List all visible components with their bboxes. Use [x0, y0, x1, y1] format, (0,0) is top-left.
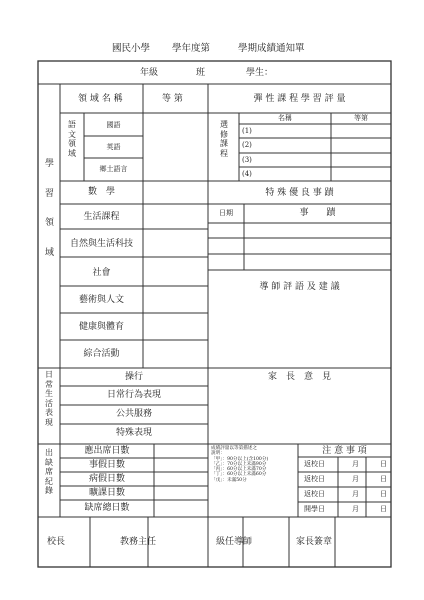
grading-note-line: 「戊」：未滿50分: [211, 477, 247, 483]
attendance-required-days: 應出席日數: [84, 446, 130, 456]
col-domain-name: 領 域 名 稱: [78, 94, 123, 104]
special-performance-label: 特殊表現: [115, 428, 152, 438]
attendance-section-label: 出缺席紀錄: [45, 448, 53, 496]
notice-row-month: 月: [352, 490, 359, 498]
subject-health-pe: 健康與體育: [78, 322, 124, 332]
school-name: 國民小學: [112, 43, 151, 54]
grade-label: 年級: [140, 68, 159, 78]
grading-note-line: 「丁」：60分以上未滿60分: [211, 472, 267, 478]
report-title: 學期成績通知單: [238, 43, 305, 54]
notice-row-label: 返校日: [304, 460, 325, 468]
attendance-sick-leave: 病假日數: [88, 474, 125, 484]
subject-life-curriculum: 生活課程: [83, 212, 120, 222]
public-service-label: 公共服務: [115, 409, 152, 419]
subject-arts: 藝術與人文: [78, 295, 124, 305]
notice-row-label: 返校日: [304, 490, 325, 498]
signature-academic-director: 教務主任: [120, 537, 157, 547]
subject-integrative: 綜合活動: [83, 349, 120, 359]
notice-row-month: 月: [352, 475, 359, 483]
notice-row-label: 返校日: [304, 475, 325, 483]
student-label: 學生：: [246, 68, 274, 78]
signature-principal: 校長: [47, 537, 66, 547]
class-label: 班: [196, 68, 206, 78]
notice-row-month: 月: [352, 505, 359, 513]
signature-parent: 家長簽章: [296, 537, 333, 547]
signature-homeroom-teacher: 級任導師: [216, 537, 253, 547]
conduct-label: 操行: [124, 372, 143, 382]
subject-science: 自然與生活科技: [69, 239, 133, 249]
elective-row-3: (3): [242, 156, 252, 164]
notice-row-label: 開學日: [304, 505, 325, 513]
grading-note-line: 「乙」：70分以上未滿90分: [211, 461, 267, 467]
elective-row-2: (2): [242, 141, 252, 149]
special-deeds-title: 特 殊 優 良 事 蹟: [265, 188, 334, 198]
grading-note-line: 「甲」：90分以上(含100分): [211, 456, 269, 462]
subject-mandarin: 國語: [106, 121, 121, 129]
learning-section-label: 學習領域: [44, 159, 54, 259]
notice-row-month: 月: [352, 460, 359, 468]
daily-behavior-label: 日常行為表現: [106, 390, 161, 400]
subject-social: 社會: [92, 268, 111, 278]
notice-title: 注 意 事 項: [322, 446, 367, 456]
attendance-absent: 曠課日數: [88, 488, 125, 498]
attendance-total-absent: 缺席總日數: [84, 503, 130, 513]
subject-local-language: 鄉土語言: [99, 165, 128, 173]
subject-math: 數 學: [87, 187, 115, 197]
daily-section-label: 日常生活表現: [45, 370, 53, 427]
notice-row-day: 日: [380, 460, 387, 468]
notice-row-day: 日: [380, 475, 387, 483]
col-grade: 等 第: [162, 94, 183, 104]
special-col-event: 事 蹟: [299, 208, 336, 218]
elective-row-1: (1): [242, 127, 252, 135]
grading-note: [211, 446, 296, 483]
grading-note-line: 成績評量以等第描述之: [211, 446, 257, 451]
elective-label: 選修課程: [220, 120, 228, 158]
elective-col-name: 名稱: [278, 114, 292, 122]
subject-english: 英語: [106, 143, 121, 151]
flexible-title: 彈 性 課 程 學 習 評 量: [253, 94, 346, 104]
attendance-personal-leave: 事假日數: [88, 460, 125, 470]
notice-row-day: 日: [380, 505, 387, 513]
teacher-comment-title: 導 師 評 語 及 建 議: [259, 282, 340, 292]
notice-row-day: 日: [380, 490, 387, 498]
grading-note-line: 「丙」：60分以上未滿70分: [211, 467, 267, 473]
school-year: 學年度第: [172, 43, 211, 54]
parent-opinion-title: 家 長 意 見: [267, 372, 331, 382]
grading-note-line: 說明：: [211, 451, 225, 457]
language-group-label: 語文領域: [68, 120, 76, 158]
elective-col-grade: 等第: [354, 114, 368, 122]
elective-row-4: (4): [242, 170, 252, 178]
special-col-date: 日期: [219, 209, 233, 217]
